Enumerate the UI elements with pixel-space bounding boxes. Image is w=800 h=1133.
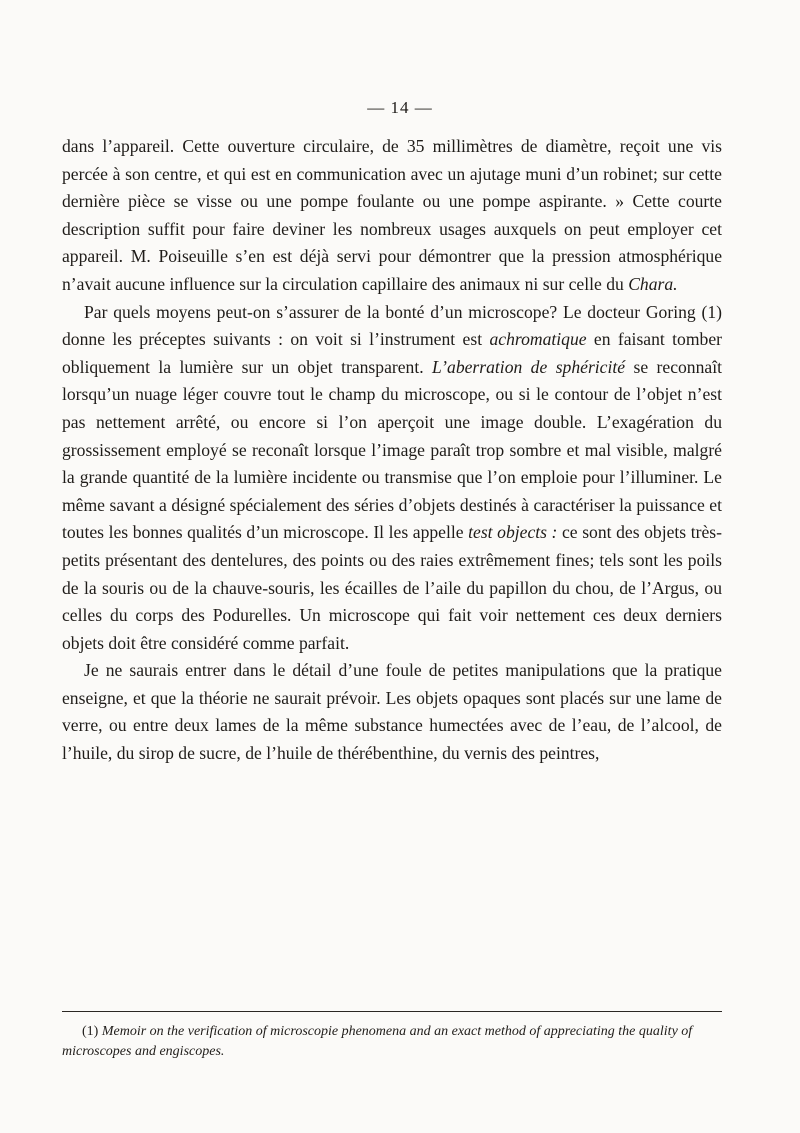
footnote <box>62 1022 722 1062</box>
paragraph <box>62 657 722 767</box>
italic-text: test objects : <box>468 522 558 543</box>
paragraph-text: se reconnaît lorsqu’un nuage léger couvre tout le champ du microscope, ou si le contour de l’objet n’est pas nettement arrêté, ou encore si l’on aperçoit une image double. L’exagération du grossissement employé se reconaît lorsque l’image paraît trop sombre et mal visible, malgré la grande quantité de la lumière incidente ou transmise que l’on emploie pour l’illuminer. Le même savant a désigné spécialement des séries d’objets destinés à caractériser la puissance et toutes les bonnes qualités d’un microscope. Il les appelle <box>62 356 722 543</box>
body-text <box>62 133 722 768</box>
paragraph-text: Je ne saurais entrer dans le détail d’une foule de petites manipulations que la pratique enseigne, et que la théorie ne saurait prévoir. Les objets opaques sont placés sur une lame de verre, ou entre deux lames de la même substance humectées avec de l’eau, de l’alcool, de l’huile, du sirop de sucre, de l’huile de thérébenthine, du vernis des peintres, <box>62 660 722 764</box>
footnote-number: (1) <box>82 1024 99 1039</box>
italic-text: achromatique <box>489 329 587 350</box>
italic-text: L’aberration de sphéricité <box>432 356 626 377</box>
footnote-text: Memoir on the verification of microscopie phenomena and an exact method of appreciating the quality of microscopes and engiscopes. <box>62 1024 693 1059</box>
paragraph <box>62 299 722 658</box>
page-header: — 14 — <box>367 98 433 117</box>
paragraph-text: en faisant tomber obliquement la lumière sur un objet transparent. <box>62 329 722 377</box>
paragraph-text: Par quels moyens peut-on s’assurer de la bonté d’un microscope? Le docteur Goring (1) donne les préceptes suivants : on voit si l’instrument est <box>62 301 722 350</box>
paragraph <box>62 133 722 299</box>
footnote-rule <box>62 1011 722 1012</box>
italic-text: Chara. <box>628 273 678 294</box>
paragraph-text: dans l’appareil. Cette ouverture circulaire, de 35 millimètres de diamètre, reçoit une vis percée à son centre, et qui est en communication avec un ajutage muni d’un robinet; sur cette dernière pièce se visse ou une pompe foulante ou une pompe aspirante. » Cette courte description suffit pour faire deviner les nombreux usages auxquels on peut employer cet appareil. M. Poiseuille s’en est déjà servi pour démontrer que la pression atmosphérique n’avait aucune influence sur la circulation capillaire des animaux ni sur celle du <box>62 136 722 294</box>
paragraph-text: ce sont des objets très-petits présentant des dentelures, des points ou des raies extrêmement fines; tels sont les poils de la souris ou de la chauve-souris, les écailles de l’aile du papillon du chou, de l’Argus, ou celles du corps des Podurelles. Un microscope qui fait voir nettement ces deux derniers objets doit être considéré comme parfait. <box>62 522 722 653</box>
